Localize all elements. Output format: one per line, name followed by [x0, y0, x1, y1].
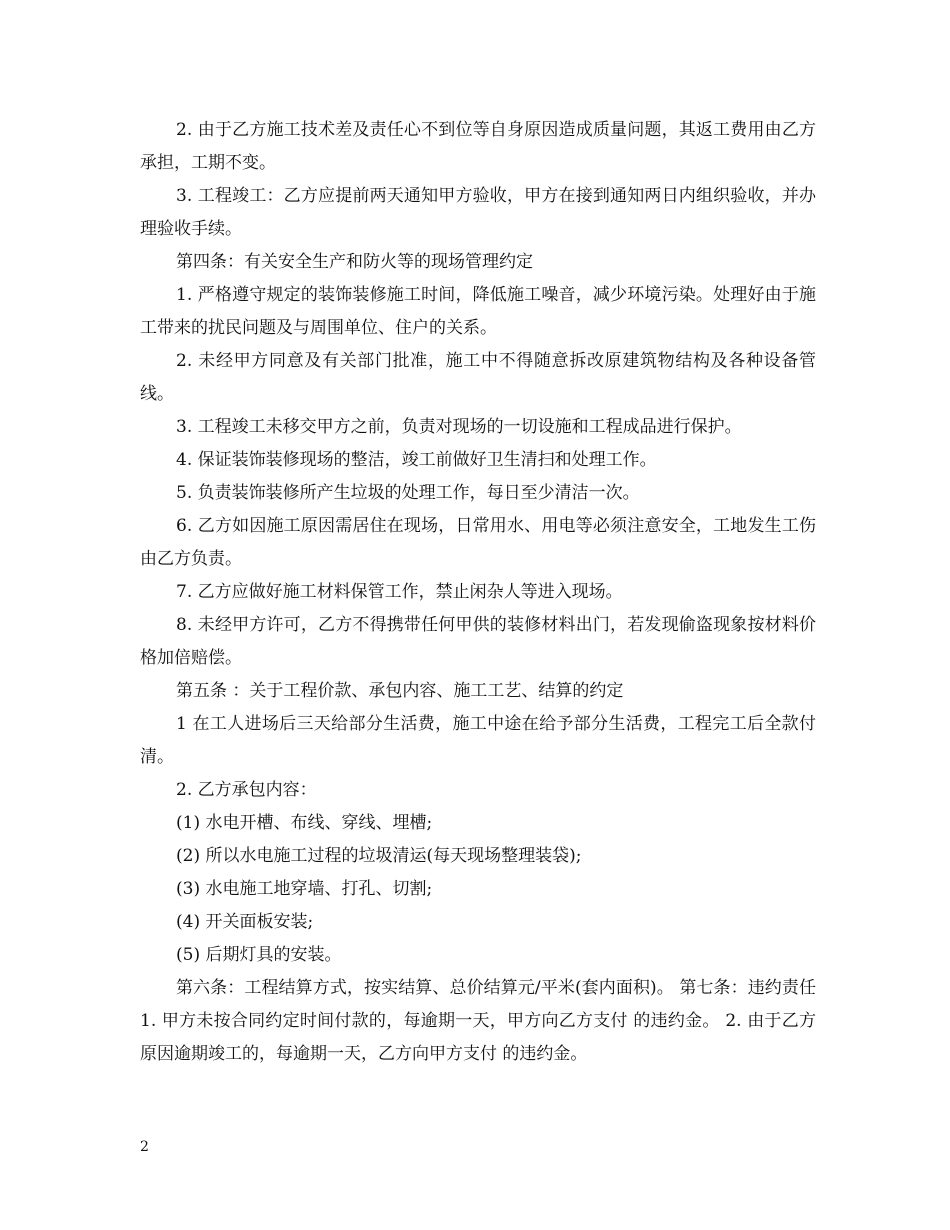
paragraph-living-expenses: 1 在工人进场后三天给部分生活费，施工中途在给予部分生活费，工程完工后全款付清。 [140, 714, 816, 767]
list-item-scope-2: (2) 所以水电施工过程的垃圾清运(每天现场整理装袋); [176, 846, 582, 866]
paragraph-completion-acceptance: 3. 工程竣工：乙方应提前两天通知甲方验收，甲方在接到通知两日内组织验收，并办理验收手续。 [140, 186, 816, 239]
list-item-scope-3: (3) 水电施工地穿墙、打孔、切割; [176, 879, 433, 899]
page-number: 2 [140, 1139, 149, 1155]
paragraph-waste-handling: 5. 负责装饰装修所产生垃圾的处理工作，每日至少清洁一次。 [176, 483, 640, 503]
paragraph-contract-scope: 2. 乙方承包内容： [176, 780, 317, 800]
paragraph-site-cleanliness: 4. 保证装饰装修现场的整洁，竣工前做好卫生清扫和处理工作。 [176, 450, 657, 470]
list-item-scope-5: (5) 后期灯具的安装。 [176, 945, 342, 965]
paragraph-site-protection: 3. 工程竣工未移交甲方之前，负责对现场的一切设施和工程成品进行保护。 [176, 417, 742, 437]
document-body [140, 114, 816, 1071]
paragraph-material-theft: 8. 未经甲方许可，乙方不得携带任何甲供的装修材料出门，若发现偷盗现象按材料价格加倍赔偿。 [140, 615, 816, 668]
list-item-scope-1: (1) 水电开槽、布线、穿线、埋槽; [176, 813, 433, 833]
paragraph-settlement-and-breach: 第六条：工程结算方式，按实结算、总价结算元/平米(套内面积)。 第七条：违约责任 1. 甲方未按合同约定时间付款的，每逾期一天，甲方向乙方支付 的违约金。 2. 由于乙方原因逾期竣工的，每逾期一天，乙方向甲方支付 的违约金。 [140, 978, 816, 1064]
paragraph-material-storage: 7. 乙方应做好施工材料保管工作，禁止闲杂人等进入现场。 [176, 582, 623, 602]
list-item-scope-4: (4) 开关面板安装; [176, 912, 314, 932]
heading-article-five: 第五条 ：关于工程价款、承包内容、施工工艺、结算的约定 [176, 681, 624, 701]
paragraph-rework-cost: 2. 由于乙方施工技术差及责任心不到位等自身原因造成质量问题，其返工费用由乙方承担，工期不变。 [140, 120, 816, 173]
paragraph-onsite-safety: 6. 乙方如因施工原因需居住在现场，日常用水、用电等必须注意安全，工地发生工伤由乙方负责。 [140, 516, 816, 569]
paragraph-structure-changes: 2. 未经甲方同意及有关部门批准，施工中不得随意拆改原建筑物结构及各种设备管线。 [140, 351, 816, 404]
paragraph-construction-hours: 1. 严格遵守规定的装饰装修施工时间，降低施工噪音，减少环境污染。处理好由于施工带来的扰民问题及与周围单位、住户的关系。 [140, 285, 816, 338]
heading-article-four: 第四条：有关安全生产和防火等的现场管理约定 [176, 252, 533, 272]
